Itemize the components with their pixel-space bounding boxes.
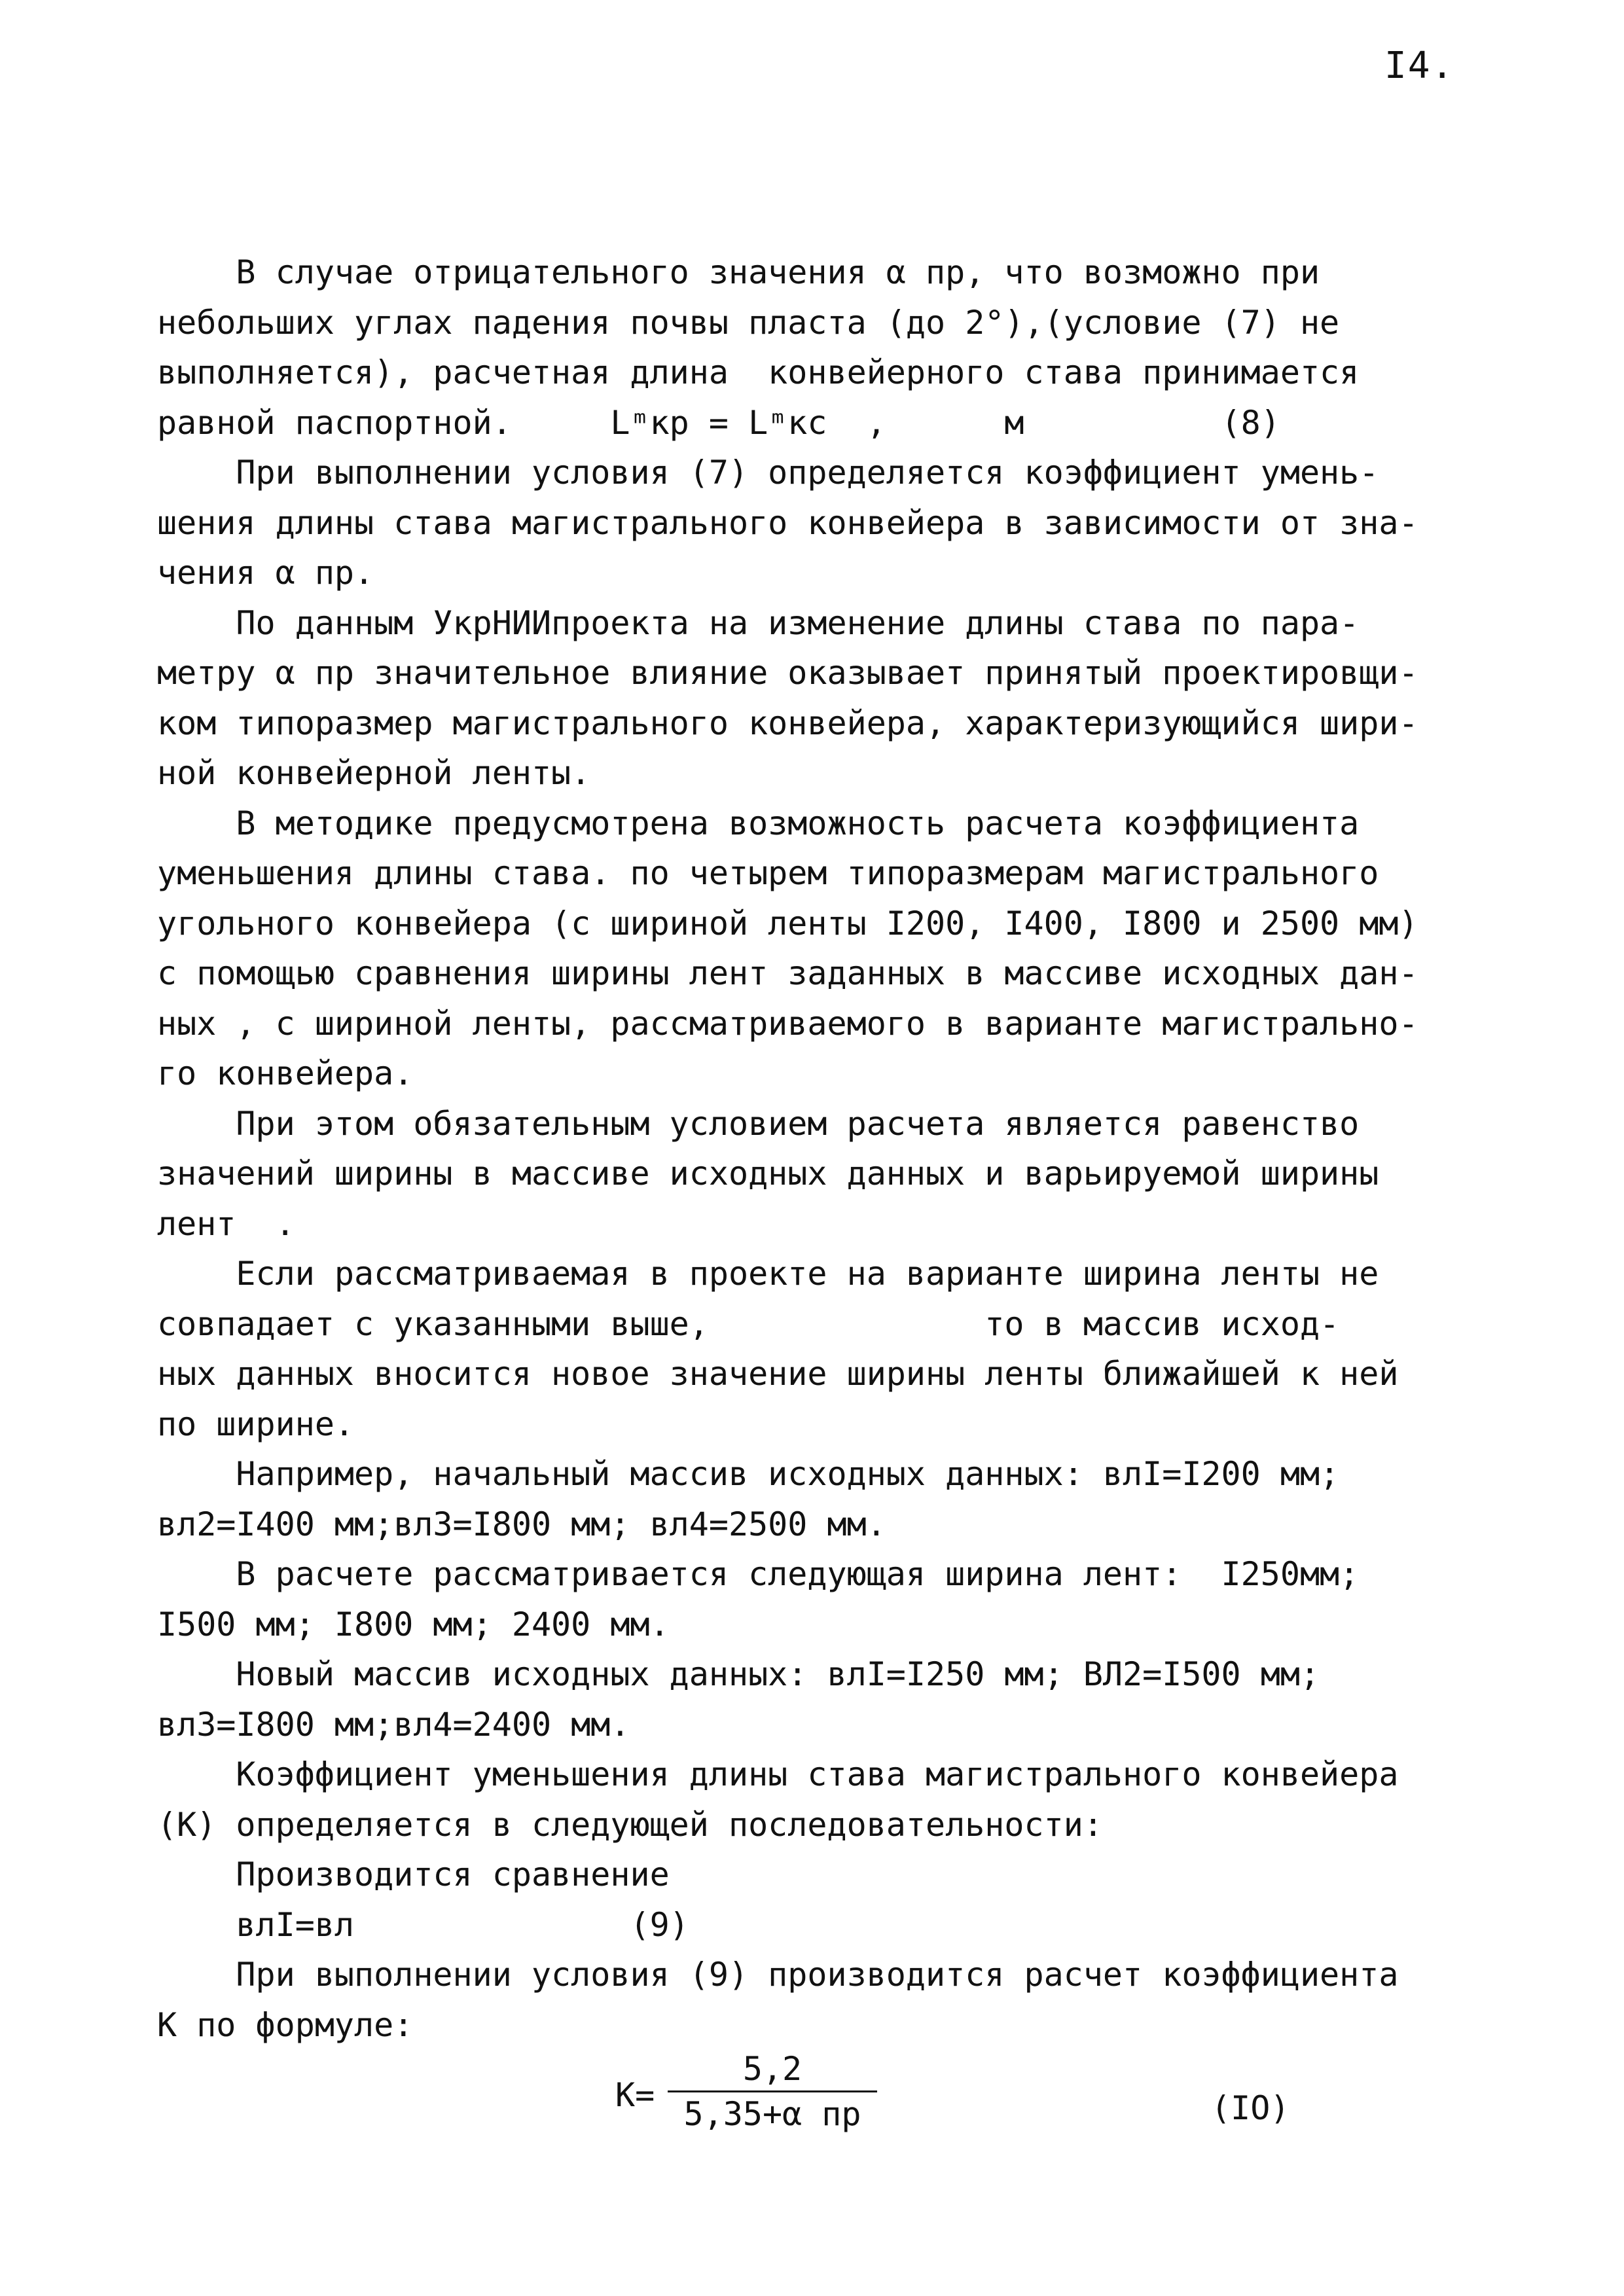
text-line: ком типоразмер магистрального конвейера, характеризующийся шири- [157, 704, 1418, 742]
formula-number: (IO) [1211, 2089, 1290, 2127]
text-line: ных данных вносится новое значение ширины ленты ближайшей к ней [157, 1355, 1399, 1393]
text-line: В методике предусмотрена возможность расчета коэффициента [157, 804, 1360, 842]
text-line: чения α пр. [157, 554, 374, 592]
text-line: I500 мм; I800 мм; 2400 мм. [157, 1605, 670, 1643]
text-line: шения длины става магистрального конвейера в зависимости от зна- [157, 503, 1418, 542]
text-line: ных , с шириной ленты, рассматриваемого в варианте магистрально- [157, 1004, 1418, 1043]
text-line: метру α пр значительное влияние оказывает принятый проектировщи- [157, 654, 1418, 692]
text-line: Коэффициент уменьшения длины става магистрального конвейера [157, 1755, 1399, 1793]
text-line: выполняется), расчетная длина конвейерного става принимается [157, 353, 1360, 391]
text-line: В расчете рассматривается следующая ширина лент: I250мм; [157, 1555, 1360, 1593]
text-line: (К) определяется в следующей последовательности: [157, 1805, 1103, 1844]
text-line: ной конвейерной ленты. [157, 754, 591, 792]
text-line: го конвейера. [157, 1054, 414, 1092]
text-line: равной паспортной. Lᵐкр = Lᵐкс , м (8) [157, 403, 1280, 442]
text-line: угольного конвейера (с шириной ленты I200, I400, I800 и 2500 мм) [157, 904, 1418, 942]
text-line: При выполнении условия (7) определяется коэффициент умень- [157, 454, 1379, 492]
formula-fraction [668, 2050, 877, 2133]
text-line: Новый массив исходных данных: влI=I250 мм; ВЛ2=I500 мм; [157, 1655, 1320, 1693]
text-line: влI=вл (9) [157, 1905, 689, 1944]
text-line: небольших углах падения почвы пласта (до 2°),(условие (7) не [157, 303, 1340, 342]
formula-numerator: 5,2 [668, 2050, 877, 2092]
text-line: При выполнении условия (9) производится расчет коэффициента [157, 1956, 1399, 1994]
text-line: В случае отрицательного значения α пр, что возможно при [157, 253, 1320, 291]
text-line: вл2=I400 мм;вл3=I800 мм; вл4=2500 мм. [157, 1505, 886, 1543]
text-line: Например, начальный массив исходных данных: влI=I200 мм; [157, 1455, 1340, 1493]
formula-lhs: К= [615, 2076, 655, 2114]
formula-denominator: 5,35+α пр [683, 2095, 861, 2133]
text-line: лент . [157, 1204, 295, 1243]
text-line: вл3=I800 мм;вл4=2400 мм. [157, 1705, 630, 1744]
text-line: Производится сравнение [157, 1856, 670, 1893]
formula-10 [157, 2050, 1486, 2161]
page-number: I4. [1384, 45, 1455, 87]
text-line: Если рассматриваемая в проекте на варианте ширина ленты не [157, 1255, 1379, 1293]
body-text [157, 247, 1486, 2161]
text-line: При этом обязательным условием расчета является равенство [157, 1104, 1360, 1143]
text-line: совпадает с указанными выше, то в массив исход- [157, 1304, 1340, 1343]
text-line: По данным УкрНИИпроекта на изменение длины става по пара- [157, 603, 1360, 642]
text-line: с помощью сравнения ширины лент заданных в массиве исходных дан- [157, 954, 1418, 992]
text-line: К по формуле: [157, 2005, 414, 2044]
text-line: уменьшения длины става. по четырем типоразмерам магистрального [157, 854, 1379, 892]
text-line: по ширине. [157, 1405, 355, 1443]
text-line: значений ширины в массиве исходных данных и варьируемой ширины [157, 1155, 1379, 1193]
